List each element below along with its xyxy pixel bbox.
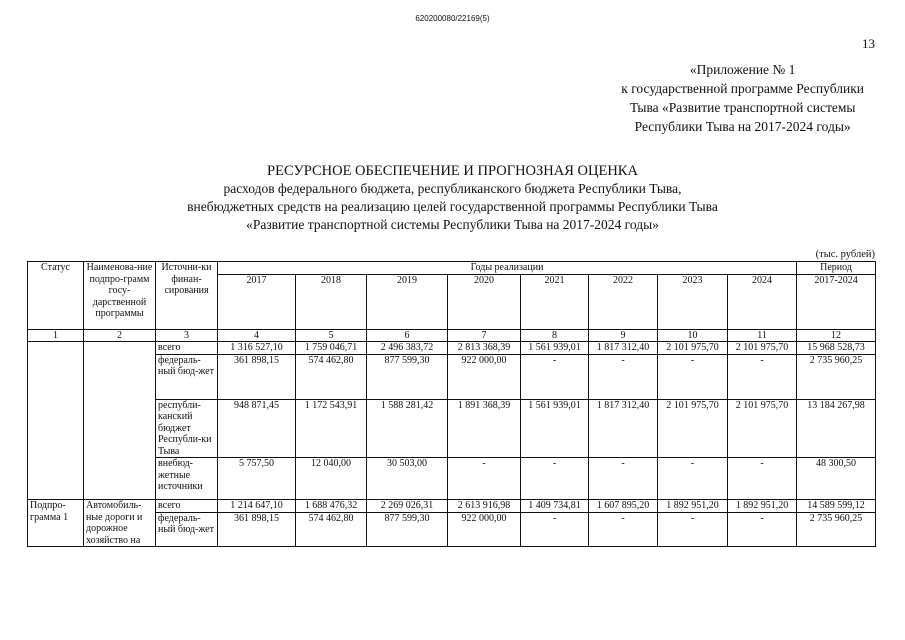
cell-source: республи-канский бюджет Республи-ки Тыва bbox=[156, 399, 218, 458]
cell-source: всего bbox=[156, 342, 218, 355]
cell-value: 1 172 543,91 bbox=[296, 399, 367, 458]
unit-label: (тыс. рублей) bbox=[815, 249, 875, 260]
cell-source: федераль-ный бюд-жет bbox=[156, 512, 218, 546]
header-status: Статус bbox=[28, 262, 84, 330]
cell-value: 1 817 312,40 bbox=[589, 399, 658, 458]
cell-value: 1 561 939,01 bbox=[521, 399, 589, 458]
cell-source: федераль-ный бюд-жет bbox=[156, 354, 218, 399]
cell-value: 1 892 951,20 bbox=[728, 500, 797, 513]
cell-value: 2 735 960,25 bbox=[797, 354, 876, 399]
header-year: 2021 bbox=[521, 274, 589, 329]
cell-value: 2 735 960,25 bbox=[797, 512, 876, 546]
cell-value: - bbox=[589, 354, 658, 399]
appendix-line: Республики Тыва на 2017-2024 годы» bbox=[634, 119, 851, 134]
cell-value: - bbox=[521, 512, 589, 546]
table-row bbox=[28, 500, 876, 513]
cell-value: 948 871,45 bbox=[218, 399, 296, 458]
cell-value: - bbox=[521, 354, 589, 399]
cell-value: 922 000,00 bbox=[448, 512, 521, 546]
cell-source: внебюд-жетные источники bbox=[156, 458, 218, 500]
title-line: внебюджетных средств на реализацию целей государственной программы Республики Тыва bbox=[187, 199, 718, 214]
cell-value: 1 817 312,40 bbox=[589, 342, 658, 355]
cell-value: - bbox=[448, 458, 521, 500]
title-line: расходов федерального бюджета, республиканского бюджета Республики Тыва, bbox=[223, 181, 682, 196]
header-years-group: Годы реализации bbox=[218, 262, 797, 275]
header-year: 2019 bbox=[367, 274, 448, 329]
cell-value: 574 462,80 bbox=[296, 512, 367, 546]
cell-value: 877 599,30 bbox=[367, 512, 448, 546]
cell-value: 1 588 281,42 bbox=[367, 399, 448, 458]
cell-value: 922 000,00 bbox=[448, 354, 521, 399]
cell-value: 2 101 975,70 bbox=[728, 342, 797, 355]
cell-value: 1 607 895,20 bbox=[589, 500, 658, 513]
cell-value: - bbox=[589, 458, 658, 500]
cell-value: 1 214 647,10 bbox=[218, 500, 296, 513]
cell-value: 2 101 975,70 bbox=[658, 399, 728, 458]
cell-value: 1 409 734,81 bbox=[521, 500, 589, 513]
column-number: 4 bbox=[218, 329, 296, 342]
column-number: 11 bbox=[728, 329, 797, 342]
cell-value: - bbox=[589, 512, 658, 546]
cell-value: 1 891 368,39 bbox=[448, 399, 521, 458]
cell-value: - bbox=[658, 354, 728, 399]
cell-value: - bbox=[728, 354, 797, 399]
column-number: 10 bbox=[658, 329, 728, 342]
cell-value: 2 101 975,70 bbox=[658, 342, 728, 355]
table-row bbox=[28, 354, 876, 399]
cell-value: 2 496 383,72 bbox=[367, 342, 448, 355]
cell-source: всего bbox=[156, 500, 218, 513]
cell-value: 12 040,00 bbox=[296, 458, 367, 500]
appendix-line: Тыва «Развитие транспортной системы bbox=[629, 100, 856, 115]
cell-value: 1 561 939,01 bbox=[521, 342, 589, 355]
column-number: 1 bbox=[28, 329, 84, 342]
document-title bbox=[0, 162, 905, 234]
cell-value: - bbox=[658, 458, 728, 500]
cell-value: 2 613 916,98 bbox=[448, 500, 521, 513]
column-number: 9 bbox=[589, 329, 658, 342]
column-number: 2 bbox=[84, 329, 156, 342]
cell-value: 1 316 527,10 bbox=[218, 342, 296, 355]
cell-value: 5 757,50 bbox=[218, 458, 296, 500]
table-row bbox=[28, 399, 876, 458]
header-year: 2020 bbox=[448, 274, 521, 329]
cell-value: 13 184 267,98 bbox=[797, 399, 876, 458]
table-row bbox=[28, 458, 876, 500]
cell-value: 14 589 599,12 bbox=[797, 500, 876, 513]
appendix-line: «Приложение № 1 bbox=[689, 62, 796, 77]
header-year: 2023 bbox=[658, 274, 728, 329]
cell-value: 48 300,50 bbox=[797, 458, 876, 500]
header-year: 2022 bbox=[589, 274, 658, 329]
column-number: 3 bbox=[156, 329, 218, 342]
header-name: Наименова-ние подпро-грамм госу-дарственной программы bbox=[84, 262, 156, 330]
cell-value: 574 462,80 bbox=[296, 354, 367, 399]
cell-value: 1 688 476,32 bbox=[296, 500, 367, 513]
cell-value: 2 269 026,31 bbox=[367, 500, 448, 513]
header-year: 2017 bbox=[218, 274, 296, 329]
appendix-note bbox=[621, 60, 864, 136]
cell-program-name: Автомобиль-ные дороги и дорожное хозяйство на bbox=[84, 500, 156, 547]
document-code: 620200080/22169(5) bbox=[415, 14, 490, 23]
table-row bbox=[28, 512, 876, 546]
header-period: 2017-2024 bbox=[797, 274, 876, 329]
column-number: 5 bbox=[296, 329, 367, 342]
cell-value: 361 898,15 bbox=[218, 354, 296, 399]
cell-value: 15 968 528,73 bbox=[797, 342, 876, 355]
column-number: 7 bbox=[448, 329, 521, 342]
title-line: «Развитие транспортной системы Республики Тыва на 2017-2024 годы» bbox=[246, 217, 659, 232]
cell-value: 361 898,15 bbox=[218, 512, 296, 546]
cell-value: 30 503,00 bbox=[367, 458, 448, 500]
header-year: 2018 bbox=[296, 274, 367, 329]
cell-value: - bbox=[658, 512, 728, 546]
cell-status bbox=[28, 342, 84, 500]
header-year: 2024 bbox=[728, 274, 797, 329]
cell-value: 1 892 951,20 bbox=[658, 500, 728, 513]
page-number: 13 bbox=[862, 36, 875, 51]
cell-value: - bbox=[728, 458, 797, 500]
cell-program-name bbox=[84, 342, 156, 500]
cell-value: 2 813 368,39 bbox=[448, 342, 521, 355]
title-main: РЕСУРСНОЕ ОБЕСПЕЧЕНИЕ И ПРОГНОЗНАЯ ОЦЕНКА bbox=[267, 163, 638, 179]
cell-value: - bbox=[521, 458, 589, 500]
header-source: Источни-ки финан-сирования bbox=[156, 262, 218, 330]
table-row bbox=[28, 342, 876, 355]
header-row bbox=[28, 262, 876, 275]
cell-value: - bbox=[728, 512, 797, 546]
cell-value: 2 101 975,70 bbox=[728, 399, 797, 458]
resource-table bbox=[27, 261, 876, 547]
column-number: 6 bbox=[367, 329, 448, 342]
header-period-group: Период bbox=[797, 262, 876, 275]
column-number: 12 bbox=[797, 329, 876, 342]
cell-status: Подпро-грамма 1 bbox=[28, 500, 84, 547]
column-numbers-row bbox=[28, 329, 876, 342]
cell-value: 877 599,30 bbox=[367, 354, 448, 399]
column-number: 8 bbox=[521, 329, 589, 342]
appendix-line: к государственной программе Республики bbox=[621, 81, 864, 96]
cell-value: 1 759 046,71 bbox=[296, 342, 367, 355]
